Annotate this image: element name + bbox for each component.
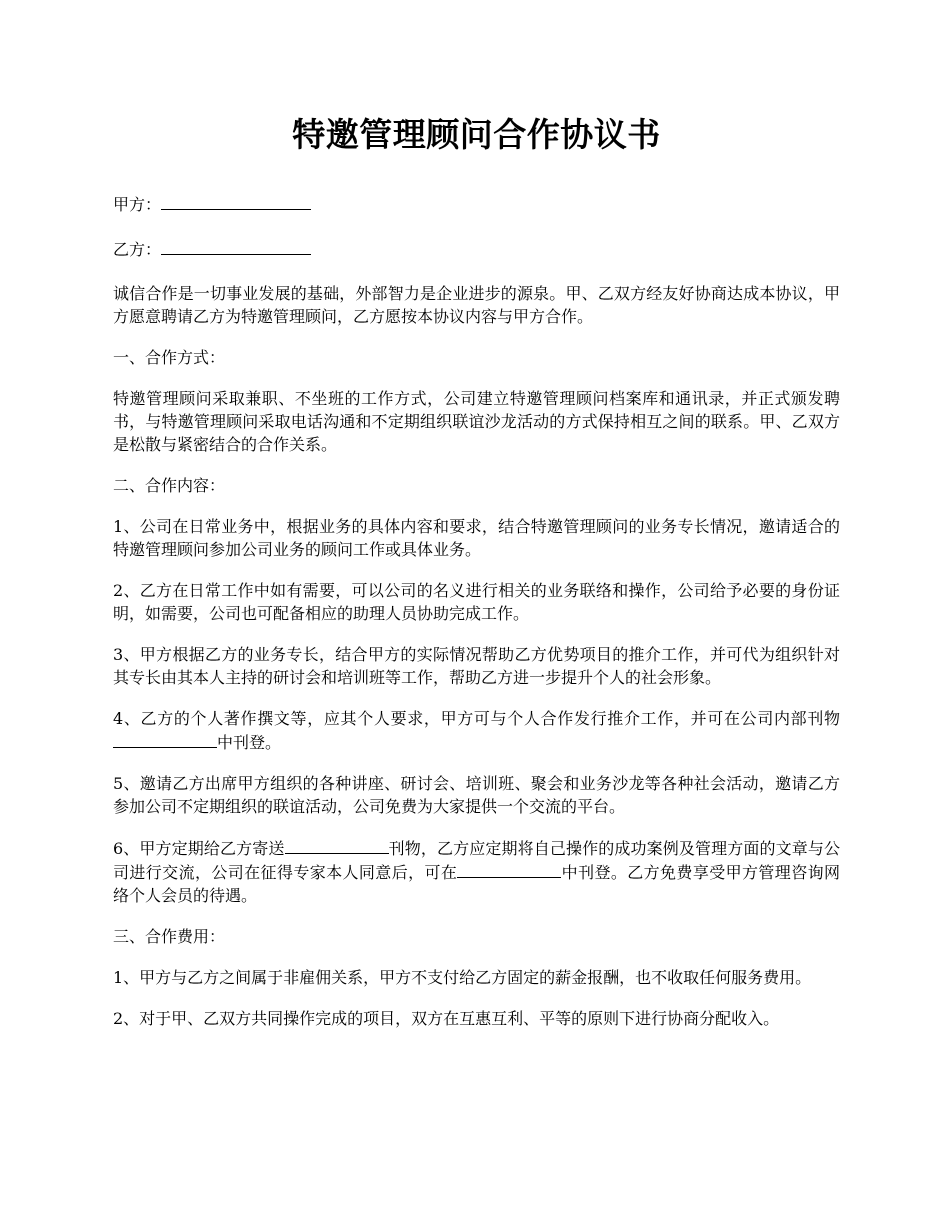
section3-item2: 2、对于甲、乙双方共同操作完成的项目，双方在互惠互利、平等的原则下进行协商分配收入。	[113, 1009, 780, 1028]
section2-item6-text-c: 中刊登。乙方免费享受甲方管理咨询网络个人会员的待遇。	[113, 863, 840, 905]
document-body	[113, 110, 840, 1048]
section2-item6-text-b: 刊物，乙方应定期将自己操作的成功案例及管理方面的文章与公司进行交流，公司在征得专家本人同意后，可在	[113, 839, 840, 882]
publication-blank-2	[457, 860, 561, 878]
document-title: 特邀管理顾问合作协议书	[292, 115, 661, 154]
section1-body: 特邀管理顾问采取兼职、不坐班的工作方式，公司建立特邀管理顾问档案库和通讯录，并正式颁发聘书，与特邀管理顾问采取电话沟通和不定期组织联谊沙龙活动的方式保持相互之间的联系。甲、乙双方是松散与紧密结合的合作关系。	[113, 389, 840, 454]
section2-item2: 2、乙方在日常工作中如有需要，可以公司的名义进行相关的业务联络和操作，公司给予必要的身份证明，如需要，公司也可配备相应的助理人员协助完成工作。	[113, 581, 840, 623]
party-a-line	[113, 192, 840, 216]
section2-item3: 3、甲方根据乙方的业务专长，结合甲方的实际情况帮助乙方优势项目的推介工作，并可代为组织针对其专长由其本人主持的研讨会和培训班等工作，帮助乙方进一步提升个人的社会形象。	[113, 645, 840, 687]
section2-heading: 二、合作内容：	[113, 476, 226, 495]
section2-item1: 1、公司在日常业务中，根据业务的具体内容和要求，结合特邀管理顾问的业务专长情况，邀请适合的特邀管理顾问参加公司业务的顾问工作或具体业务。	[113, 517, 840, 559]
section3-item1: 1、甲方与乙方之间属于非雇佣关系，甲方不支付给乙方固定的薪金报酬，也不收取任何服务费用。	[113, 968, 812, 987]
party-a-blank	[161, 192, 311, 210]
intro-paragraph: 诚信合作是一切事业发展的基础，外部智力是企业进步的源泉。甲、乙双方经友好协商达成本协议，甲方愿意聘请乙方为特邀管理顾问，乙方愿按本协议内容与甲方合作。	[113, 284, 840, 326]
periodical-blank	[285, 836, 389, 854]
party-b-blank	[161, 237, 311, 255]
section1-heading: 一、合作方式：	[113, 348, 226, 367]
section2-item5: 5、邀请乙方出席甲方组织的各种讲座、研讨会、培训班、聚会和业务沙龙等各种社会活动，邀请乙方参加公司不定期组织的联谊活动，公司免费为大家提供一个交流的平台。	[113, 774, 840, 816]
party-b-label: 乙方：	[113, 240, 162, 259]
section2-item4-text-b: 中刊登。	[217, 733, 282, 752]
section2-item6-text-a: 6、甲方定期给乙方寄送	[113, 839, 285, 858]
section3-heading: 三、合作费用：	[113, 927, 226, 946]
party-a-label: 甲方：	[113, 195, 162, 214]
section2-item6	[113, 836, 840, 907]
section2-item4-text-a: 4、乙方的个人著作撰文等，应其个人要求，甲方可与个人合作发行推介工作，并可在公司内部刊物	[113, 709, 840, 728]
publication-blank	[113, 730, 217, 748]
party-b-line	[113, 237, 840, 261]
section2-item4	[113, 707, 840, 754]
